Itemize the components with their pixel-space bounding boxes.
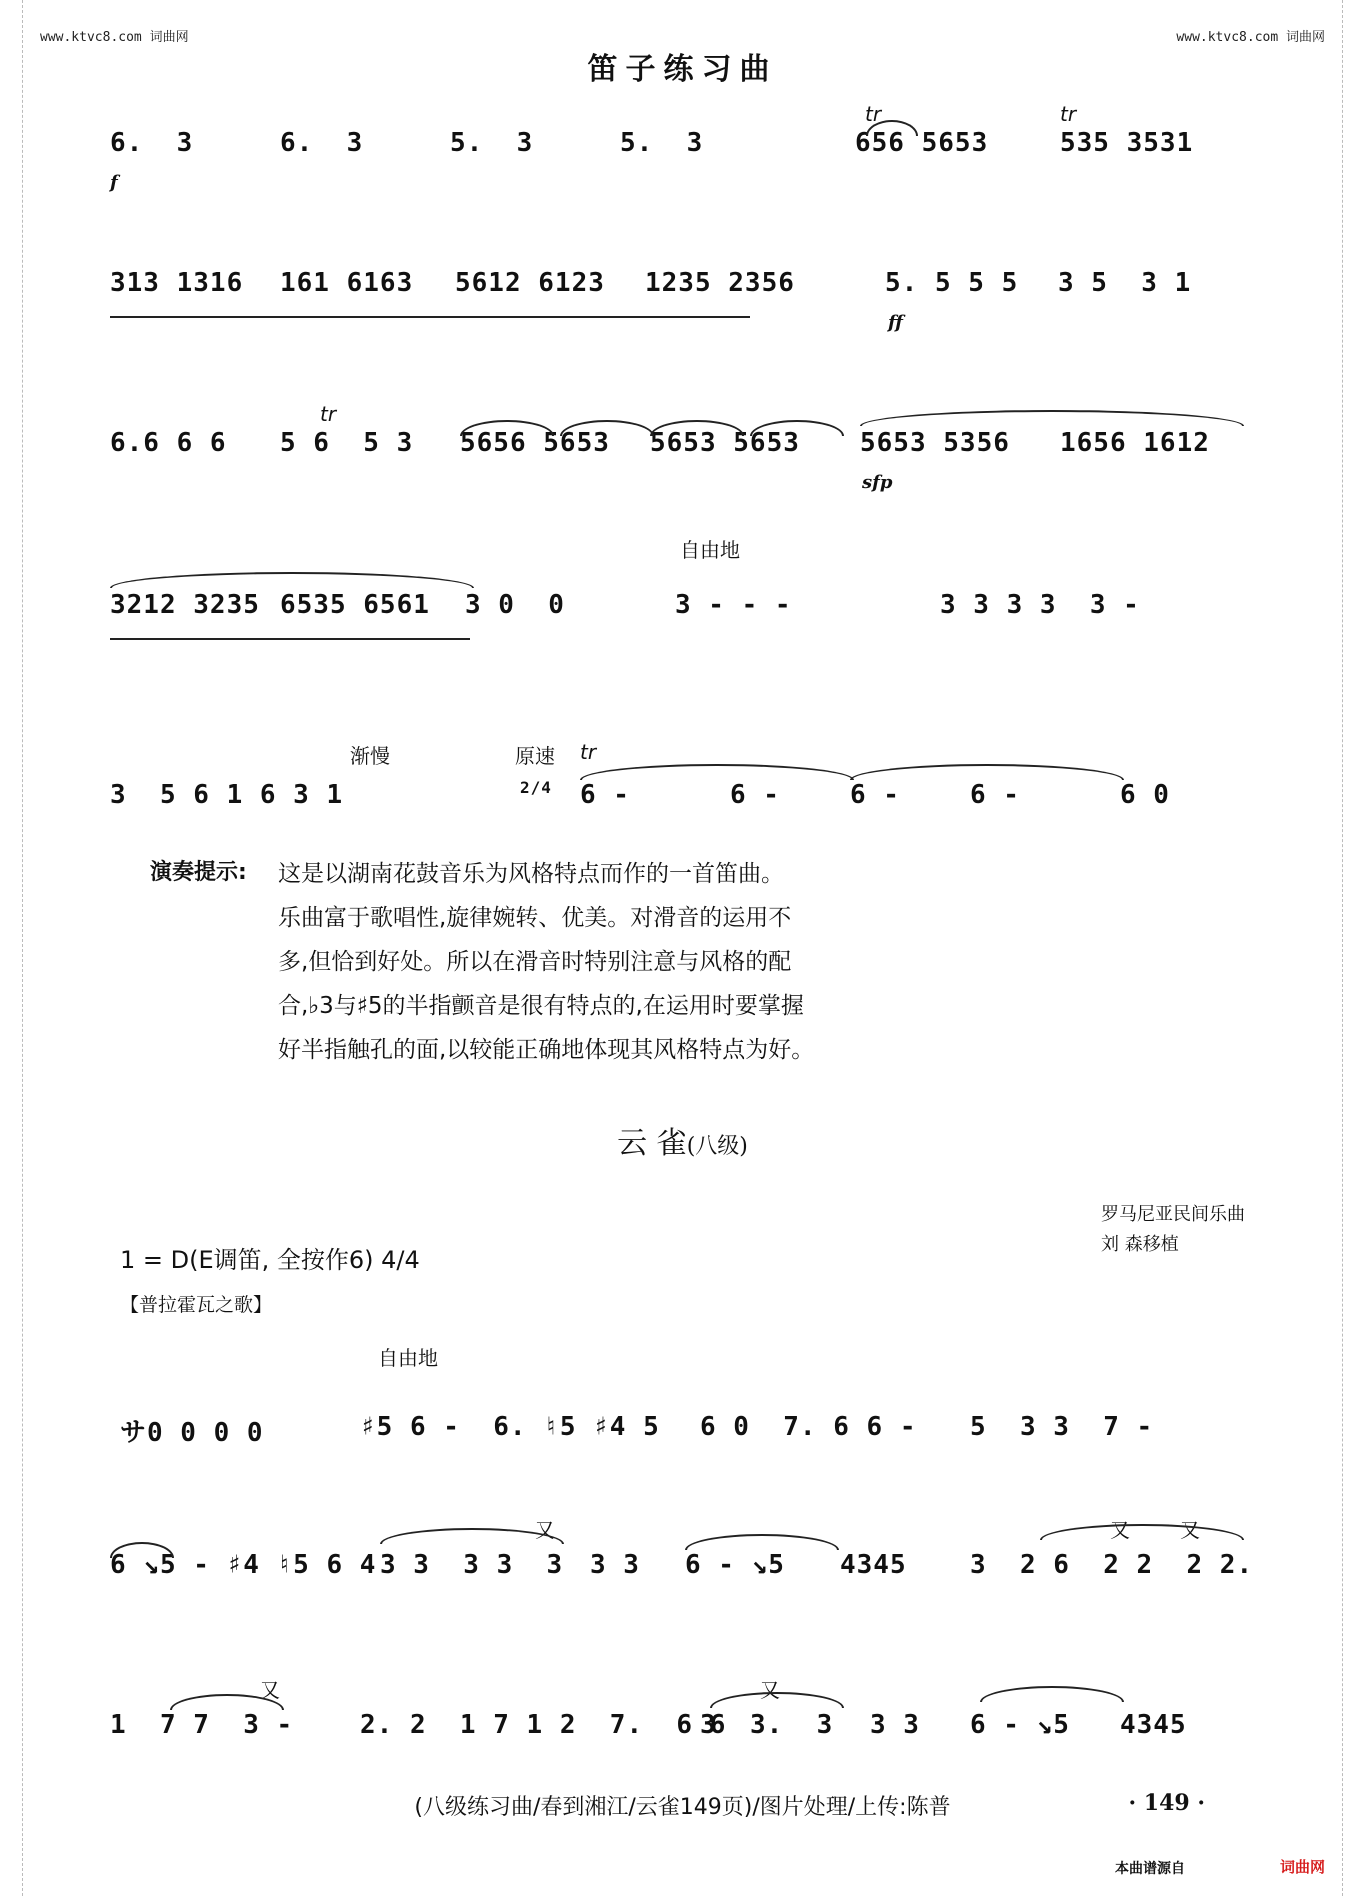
measure: 5. 3 (450, 128, 534, 158)
measure: 5653 5356 (860, 428, 1010, 458)
trill-mark: tr (320, 402, 337, 426)
slur (750, 420, 844, 436)
measure: 3 2 6 2 2 2 2. (970, 1550, 1254, 1580)
slur (110, 1542, 174, 1558)
piece1-row-4 (110, 538, 1250, 640)
slur (860, 410, 1244, 426)
measure: 6 - (580, 780, 630, 810)
phrase-line (110, 316, 750, 318)
measure: 5 3 3 7 - (970, 1412, 1154, 1442)
slur (650, 420, 744, 436)
measure: 5. 3 (620, 128, 704, 158)
measure: 4345 (840, 1550, 907, 1580)
piece1-row-5 (110, 740, 1250, 830)
fingering-mark: 又 (535, 1518, 555, 1542)
measure: 5653 5653 (650, 428, 800, 458)
piece2-row-2 (110, 1518, 1254, 1600)
piece1-row-1 (110, 102, 1250, 193)
brand-link[interactable]: 词曲网 (1279, 1858, 1325, 1876)
dynamic-mark: sfp (862, 472, 893, 493)
slur (1040, 1524, 1244, 1540)
slur (685, 1534, 839, 1550)
key-signature: 1 = D(E调笛, 全按作6) 4/4 (120, 1246, 420, 1274)
dynamic-mark: f (110, 172, 118, 193)
measure: 1235 2356 (645, 268, 795, 298)
fingering-mark: 又 (1180, 1518, 1200, 1542)
measure: 3 3 (590, 1550, 640, 1580)
piece1-row-3 (110, 402, 1250, 493)
slur (560, 420, 654, 436)
measure: 6. 3 (110, 128, 194, 158)
measure: 3 3 3 3 3 (380, 1550, 564, 1580)
tempo-annotation: 渐慢 (350, 744, 390, 768)
header-site-right[interactable]: www.ktvc8.com 词曲网 (1176, 30, 1325, 45)
tips-line: 这是以湖南花鼓音乐为风格特点而作的一首笛曲。 (278, 861, 784, 887)
slur (580, 764, 854, 780)
piece2-composer (1101, 1200, 1245, 1260)
trill-mark: tr (865, 102, 882, 126)
slur (460, 420, 554, 436)
measure: 6 - (730, 780, 780, 810)
tips-line: 乐曲富于歌唱性,旋律婉转、优美。对滑音的运用不 (278, 905, 792, 931)
measure: 5656 5653 (460, 428, 610, 458)
trill-mark: tr (1060, 102, 1077, 126)
measure: 5 6 5 3 (280, 428, 414, 458)
source-label: 本曲谱源自 (1115, 1861, 1185, 1877)
measure: 3 3 (870, 1710, 920, 1740)
measure: 6535 6561 (280, 590, 430, 620)
tips-line: 好半指触孔的面,以较能正确地体现其风格特点为好。 (278, 1037, 815, 1063)
measure: 2. 2 1 7 1 2 7. 6 6 (360, 1710, 727, 1740)
dynamic-mark: ff (888, 312, 903, 333)
measure: 3 3 3 3 3 - (940, 590, 1140, 620)
measure: 6 - (970, 780, 1020, 810)
tips-line: 合,♭3与♯5的半指颤音是很有特点的,在运用时要掌握 (278, 993, 804, 1019)
piece2-row-1 (110, 1346, 1250, 1462)
fingering-mark: 又 (760, 1678, 780, 1702)
piece2-row-3 (110, 1678, 1250, 1760)
measure: 161 6163 (280, 268, 414, 298)
measure: サ0 0 0 0 (120, 1418, 264, 1448)
measure: 3 - - - (675, 590, 792, 620)
measure: 1 7 7 3 - (110, 1710, 294, 1740)
measure: 535 3531 (1060, 128, 1194, 158)
measure: 3212 3235 (110, 590, 260, 620)
trill-mark: tr (580, 740, 597, 764)
fingering-mark: 又 (1110, 1518, 1130, 1542)
piece2-level: (八级) (686, 1134, 748, 1159)
piece1-row-2 (110, 258, 1250, 333)
slur (110, 572, 474, 588)
measure: 3 5 3 1 (1058, 268, 1192, 298)
measure: 6.6 6 6 (110, 428, 227, 458)
measure: 6 ↘5 - ♯4 ♮5 6 4 (110, 1550, 377, 1580)
piece2-title (0, 1118, 1365, 1162)
page-caption: (八级练习曲/春到湘江/云雀149页)/图片处理/上传:陈普 (414, 1795, 951, 1820)
composer-origin: 罗马尼亚民间乐曲 (1101, 1204, 1245, 1225)
measure: 6 0 (1120, 780, 1170, 810)
measure: 3 5 6 1 6 3 1 (110, 780, 344, 810)
piece2-title-text: 云 雀 (617, 1126, 687, 1161)
right-watermark-strip (1342, 0, 1365, 1896)
phrase-line (110, 638, 470, 640)
tempo-annotation: 自由地 (680, 538, 740, 562)
tempo-annotation: 自由地 (378, 1346, 438, 1370)
measure: 4345 (1120, 1710, 1187, 1740)
tempo-annotation: 原速 (515, 744, 555, 768)
time-signature: 2/4 (520, 778, 552, 797)
slur (710, 1692, 844, 1708)
tips-text (278, 852, 958, 1072)
measure: 6 - ↘5 (970, 1710, 1070, 1740)
tips-label: 演奏提示: (150, 860, 247, 885)
measure: 313 1316 (110, 268, 244, 298)
piece1-title: 笛子练习曲 (587, 52, 778, 87)
measure: 3 3. 3 (700, 1710, 834, 1740)
measure: 5612 6123 (455, 268, 605, 298)
slur (850, 764, 1124, 780)
measure: 6 0 7. 6 6 - (700, 1412, 917, 1442)
measure: 3 0 0 (465, 590, 565, 620)
measure: 656 5653 (855, 128, 989, 158)
composer-arranger: 刘 森移植 (1101, 1234, 1179, 1255)
measure: 1656 1612 (1060, 428, 1210, 458)
measure: 6 - (850, 780, 900, 810)
measure: 6 - ↘5 (685, 1550, 785, 1580)
left-watermark-strip (0, 0, 23, 1896)
header-site-left[interactable]: www.ktvc8.com 词曲网 (40, 30, 189, 45)
measure: 6. 3 (280, 128, 364, 158)
measure: 5. 5 5 5 (885, 268, 1019, 298)
slur (980, 1686, 1124, 1702)
measure: ♯5 6 - 6. ♮5 ♯4 5 (360, 1412, 660, 1442)
tips-line: 多,但恰到好处。所以在滑音时特别注意与风格的配 (278, 949, 792, 975)
page-number: · 149 · (1128, 1790, 1205, 1816)
piece2-subtitle: 【普拉霍瓦之歌】 (120, 1294, 273, 1316)
fingering-mark: 又 (260, 1678, 280, 1702)
